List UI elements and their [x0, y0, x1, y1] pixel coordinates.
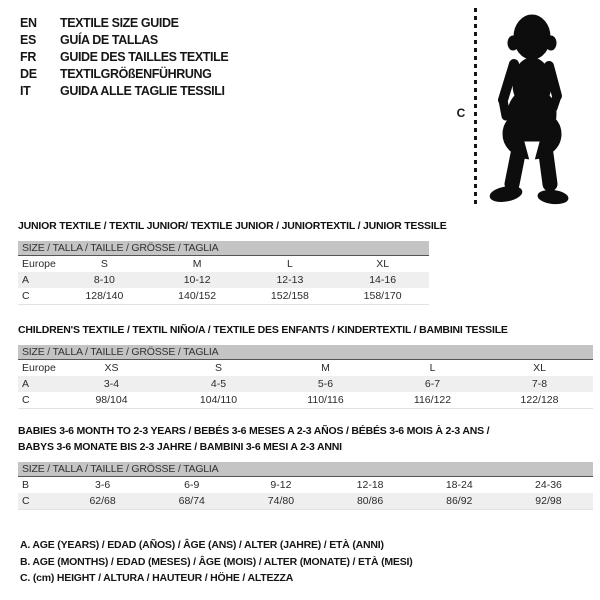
language-code: IT [20, 84, 31, 98]
table-title [18, 218, 447, 234]
size-value: S [214, 362, 222, 374]
size-value: 14-16 [369, 274, 397, 286]
size-value: 18-24 [445, 479, 473, 491]
height-measure-figure [450, 6, 596, 208]
size-table [18, 462, 593, 510]
size-value: 7-8 [531, 378, 548, 390]
table-title-line: BABIES 3-6 MONTH TO 2-3 YEARS / BEBÉS 3-6 MESES A 2-3 AÑOS / BÉBÉS 3-6 MOIS À 2-3 ANS / [18, 425, 490, 437]
size-value: 24-36 [535, 479, 562, 491]
size-table-section [18, 423, 593, 510]
size-value: 12-18 [356, 479, 384, 491]
size-value: 86/92 [446, 495, 473, 507]
size-value: 122/128 [520, 394, 559, 406]
language-title: GUÍA DE TALLAS [60, 33, 158, 47]
language-row [20, 32, 228, 49]
row-label: C [22, 495, 30, 507]
table-title-line: BABYS 3-6 MONATE BIS 2-3 JAHRE / BAMBINI 3-6 MESI A 2-3 ANNI [18, 441, 342, 453]
size-value: 74/80 [267, 495, 295, 507]
size-value: S [100, 258, 108, 270]
measure-legend [20, 537, 413, 587]
size-table-body [18, 477, 593, 509]
toddler-silhouette-icon [480, 6, 584, 208]
legend-line: C. (cm) HEIGHT / ALTURA / HAUTEUR / HÖHE / ALTEZZA [20, 572, 294, 584]
language-code: FR [20, 50, 37, 64]
legend-line: B. AGE (MONTHS) / EDAD (MESES) / ÂGE (MOIS) / ALTER (MONATE) / ETÀ (MESI) [20, 555, 413, 568]
size-value: 68/74 [178, 495, 205, 507]
size-value: 98/104 [95, 394, 128, 406]
size-table [18, 241, 429, 305]
table-title-line: CHILDREN'S TEXTILE / TEXTIL NIÑO/A / TEXTILE DES ENFANTS / KINDERTEXTIL / BAMBINI TESSILE [18, 324, 508, 336]
row-label: C [22, 290, 30, 302]
row-values [58, 256, 429, 272]
size-table-body [18, 360, 593, 408]
row-label: C [22, 394, 30, 406]
size-table-section [18, 218, 447, 305]
row-label: A [22, 274, 30, 286]
size-table [18, 345, 593, 409]
size-value: L [286, 258, 293, 270]
size-value: 140/152 [178, 290, 217, 302]
language-row [20, 66, 228, 83]
height-dashed-line [474, 8, 477, 206]
size-value: M [192, 258, 202, 270]
row-values [58, 272, 429, 288]
row-label: Europe [22, 258, 56, 270]
row-label: Europe [22, 362, 56, 374]
size-value: 4-5 [210, 378, 227, 390]
size-value: 3-6 [94, 479, 111, 491]
size-value: 6-7 [424, 378, 441, 390]
table-title [18, 322, 593, 338]
language-row [20, 15, 228, 32]
language-list [20, 15, 228, 100]
size-table-section [18, 322, 593, 409]
size-value: 80/86 [356, 495, 384, 507]
size-value: M [321, 362, 330, 374]
size-value: 92/98 [535, 495, 562, 507]
language-code: EN [20, 16, 37, 30]
size-value: 128/140 [85, 290, 124, 302]
row-values [58, 477, 593, 493]
language-title: TEXTILGRÖßENFÜHRUNG [60, 67, 212, 81]
size-value: XS [104, 362, 119, 374]
size-value: 158/170 [363, 290, 402, 302]
language-title: GUIDE DES TAILLES TEXTILE [60, 50, 229, 64]
language-title: TEXTILE SIZE GUIDE [60, 16, 179, 30]
table-row [18, 360, 593, 376]
size-value: 5-6 [317, 378, 334, 390]
table-row [18, 477, 593, 493]
language-row [20, 83, 228, 100]
language-title: GUIDA ALLE TAGLIE TESSILI [60, 84, 225, 98]
size-value: XL [533, 362, 546, 374]
size-value: 110/116 [307, 394, 344, 406]
row-values [58, 493, 593, 509]
row-values [58, 392, 593, 408]
size-value: 8-10 [93, 274, 115, 286]
legend-line: A. AGE (YEARS) / EDAD (AÑOS) / ÂGE (ANS) / ALTER (JAHRE) / ETÀ (ANNI) [20, 539, 384, 551]
row-label: B [22, 479, 30, 491]
size-table-body [18, 256, 429, 304]
row-values [58, 288, 429, 304]
table-row [18, 272, 429, 288]
size-value: 62/68 [89, 495, 116, 507]
table-title-line: JUNIOR TEXTILE / TEXTIL JUNIOR/ TEXTILE JUNIOR / JUNIORTEXTIL / JUNIOR TESSILE [18, 220, 447, 232]
measure-c-label: C [456, 106, 466, 120]
table-row [18, 493, 593, 509]
row-values [58, 376, 593, 392]
row-label: A [22, 378, 30, 390]
size-value: 152/158 [270, 290, 309, 302]
table-row [18, 256, 429, 272]
size-value: 9-12 [270, 479, 292, 491]
table-row [18, 376, 593, 392]
row-values [58, 360, 593, 376]
size-table-header: SIZE / TALLA / TAILLE / GRÖSSE / TAGLIA [18, 462, 593, 477]
language-code: ES [20, 33, 37, 47]
size-value: XL [376, 258, 390, 270]
size-value: 10-12 [183, 274, 211, 286]
size-value: 12-13 [276, 274, 304, 286]
table-title [18, 423, 593, 455]
size-table-header: SIZE / TALLA / TAILLE / GRÖSSE / TAGLIA [18, 345, 593, 360]
size-value: 6-9 [184, 479, 200, 491]
table-row [18, 392, 593, 408]
size-value: 116/122 [413, 394, 452, 406]
language-code: DE [20, 67, 37, 81]
size-table-header: SIZE / TALLA / TAILLE / GRÖSSE / TAGLIA [18, 241, 429, 256]
table-row [18, 288, 429, 304]
size-value: 3-4 [103, 378, 120, 390]
language-row [20, 49, 228, 66]
size-value: L [429, 362, 436, 374]
size-value: 104/110 [199, 394, 238, 406]
